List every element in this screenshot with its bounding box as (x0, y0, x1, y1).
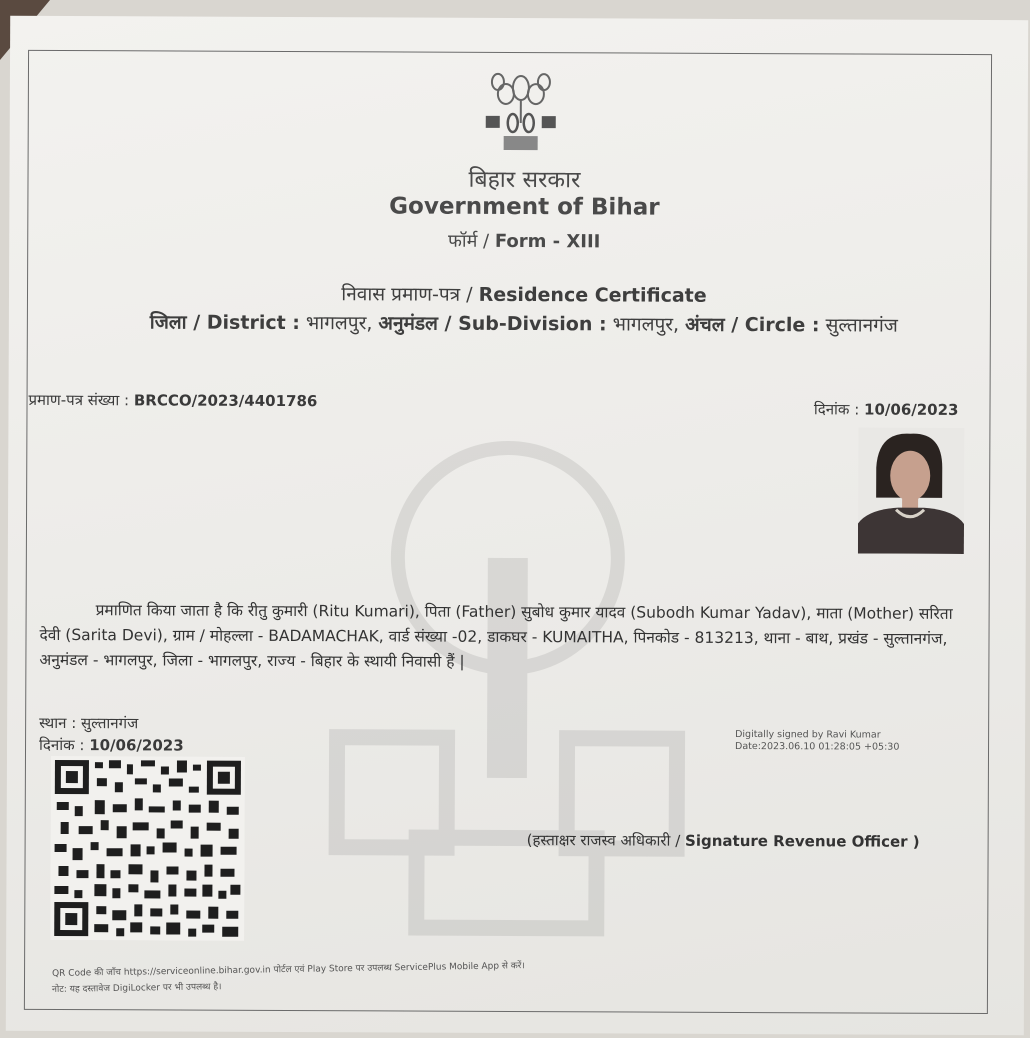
certificate-number-label: प्रमाण-पत्र संख्या : (28, 390, 134, 410)
qr-code[interactable] (50, 756, 245, 941)
footer-date-value: 10/06/2023 (89, 736, 184, 755)
govt-title-hindi: बिहार सरकार (468, 166, 581, 194)
issue-date-label: दिनांक : (813, 400, 865, 419)
subdivision-value: भागलपुर, (606, 313, 686, 336)
form-label: Form - XIII (494, 230, 601, 253)
digilocker-note: नोट: यह दस्तावेज DigiLocker पर भी उपलब्ध है। (51, 982, 222, 995)
signature-label-hindi: (हस्ताक्षर राजस्व अधिकारी / (526, 831, 686, 850)
applicant-photo (858, 427, 965, 553)
footer-date-label: दिनांक : (38, 735, 90, 755)
digital-signature-name: Digitally signed by Ravi Kumar (735, 728, 881, 741)
certificate-number (28, 390, 317, 411)
district-label: जिला / District : (149, 311, 300, 335)
footer-date-line (39, 734, 184, 757)
govt-title: Government of Bihar (389, 193, 660, 221)
certificate-number-value: BRCCO/2023/4401786 (133, 391, 318, 411)
circle-label: अंचल / Circle : (685, 313, 820, 337)
bihar-emblem-icon (478, 68, 564, 158)
place-line (39, 712, 184, 735)
watermark-emblem (296, 437, 718, 959)
circle-value: सुल्तानगंज (819, 314, 898, 337)
digital-signature (735, 729, 899, 754)
issue-date (814, 399, 959, 420)
form-number (9, 227, 1030, 255)
certificate-title (9, 279, 1030, 309)
certificate-body: प्रमाणित किया जाता है कि रीतु कुमारी (Ritu Kumari), पिता (Father) सुबोध कुमार यादव (Subodh Kumar Yadav), माता (Mother) सरिता देवी (Sarita Devi), ग्राम / मोहल्ला - BADAMACHAK, वार्ड संख्या -02, डाकघर - KUMAITHA, पिनकोड - 813213, थाना - बाथ, प्रखंड - सुल्तानगंज, अनुमंडल - भागलपुर, जिला - भागलपुर, राज्य - बिहार के स्थायी निवासी हैं | (39, 601, 953, 671)
cert-title-hindi: निवास प्रमाण-पत्र / (341, 283, 479, 306)
place-value: सुल्तानगंज (81, 714, 139, 733)
signature-label (527, 830, 920, 852)
subdivision-label: अनुमंडल / Sub-Division : (378, 312, 607, 336)
digital-signature-date: Date:2023.06.10 01:28:05 +05:30 (735, 740, 900, 753)
signature-label-english: Signature Revenue Officer ) (685, 831, 920, 851)
jurisdiction-line (9, 308, 1030, 338)
qr-verification-note: QR Code की जाँच https://serviceonline.bihar.gov.in पोर्टल एवं Play Store पर उपलब्ध ServicePlus Mobile App से करें। (51, 961, 525, 979)
certificate-page (6, 16, 1028, 1035)
form-label-hindi: फॉर्म / (448, 230, 495, 252)
issue-date-value: 10/06/2023 (864, 400, 959, 419)
district-value: भागलपुर, (299, 312, 379, 335)
place-date-block (39, 712, 184, 757)
cert-title-english: Residence Certificate (478, 283, 707, 307)
place-label: स्थान : (39, 713, 82, 733)
